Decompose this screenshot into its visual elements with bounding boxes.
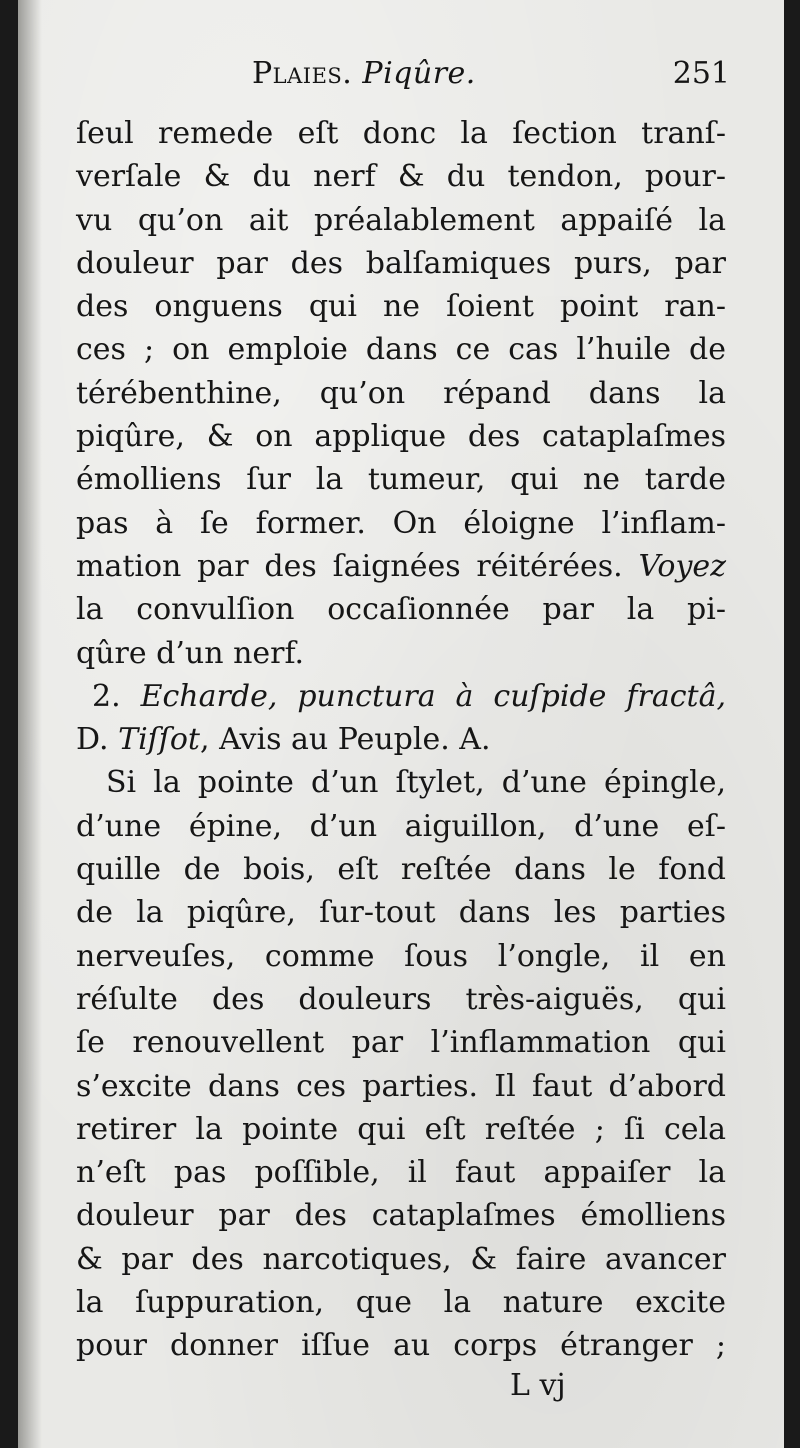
line-text: s’excite dans ces parties. Il faut d’abord [76,1068,726,1104]
text-line [76,935,726,978]
text-line [76,1065,726,1108]
line-text: D. [76,722,119,758]
line-text: térébenthine, qu’on répand dans la [76,375,726,411]
line-text: la ſuppuration, que la nature excite [76,1285,726,1321]
text-line [76,545,726,588]
text-line [76,588,726,631]
text-line [76,718,726,761]
text-line [76,891,726,934]
line-text: n’eſt pas poſſible, il faut appaiſer la [76,1155,726,1191]
text-line [76,1108,726,1151]
text-line [76,328,726,371]
line-text: ſeul remede eſt donc la ſection tranſ- [76,116,726,151]
line-italic-text: Voyez [638,548,726,584]
text-line [76,502,726,545]
page-number: 251 [672,56,730,91]
text-line [76,415,726,458]
text-line [76,632,726,675]
text-line [76,761,726,804]
line-text: piqûre, & on applique des cataplaſmes [76,419,726,455]
signature-mark: L vj [510,1368,566,1403]
text-line [76,805,726,848]
line-text: douleur par des cataplaſmes émolliens [76,1198,726,1234]
text-line [76,675,726,718]
line-text: pour donner iſſue au corps étranger ; [76,1328,726,1364]
line-text: douleur par des balſamiques purs, par [76,245,726,281]
line-text: & par des narcotiques, & faire avancer [76,1241,726,1277]
line-text: nerveuſes, comme ſous l’ongle, il en [76,938,726,974]
text-line [76,372,726,415]
line-text: émolliens ſur la tumeur, qui ne tarde [76,462,726,498]
text-line [76,1238,726,1281]
text-line [76,1281,726,1324]
running-title-subject: Piqûre. [362,56,476,91]
text-line [76,199,726,242]
line-italic-text: Tiſſot [118,722,200,758]
line-text: vu qu’on ait préalablement appaiſé la [76,202,726,238]
text-line [76,458,726,501]
line-text: , Avis au Peuple. A. [200,722,491,758]
text-line [76,155,726,198]
text-line [76,1151,726,1194]
line-text: qûre d’un nerf. [76,635,305,671]
line-text: ſe renouvellent par l’inflammation qui [76,1025,726,1061]
text-line [76,1324,726,1367]
line-text: de la piqûre, ſur-tout dans les parties [76,895,726,931]
line-text: des onguens qui ne ſoient point ran- [76,289,726,325]
body-text [76,112,726,1368]
gutter-shadow [18,0,42,1448]
line-text: quille de bois, eſt reſtée dans le fond [76,852,726,888]
line-text: la convulſion occaſionnée par la pi- [76,592,726,628]
text-line [76,112,726,155]
line-text: mation par des ſaignées réitérées. [76,548,639,584]
text-line [76,848,726,891]
running-title-section: Plaies. [252,56,353,91]
text-line [76,978,726,1021]
line-text: pas à ſe former. On éloigne l’inflam- [76,505,726,541]
line-text: d’une épine, d’un aiguillon, d’une eſ- [76,808,726,844]
line-text: retirer la pointe qui eſt reſtée ; ſi cela [76,1111,726,1147]
line-text: réſulte des douleurs très-aiguës, qui [76,981,726,1017]
line-italic-text: Echarde, punctura à cuſpide fractâ, [140,678,726,714]
line-text: 2. [92,678,141,714]
line-text: verſale & du nerf & du tendon, pour- [76,159,726,195]
text-line [76,242,726,285]
line-text: ces ; on emploie dans ce cas l’huile de [76,332,726,368]
line-text: Si la pointe d’un ſtylet, d’une épingle, [106,765,726,801]
running-title [252,56,476,91]
running-head [52,52,730,108]
text-line [76,1194,726,1237]
text-line [76,285,726,328]
text-line [76,1021,726,1064]
